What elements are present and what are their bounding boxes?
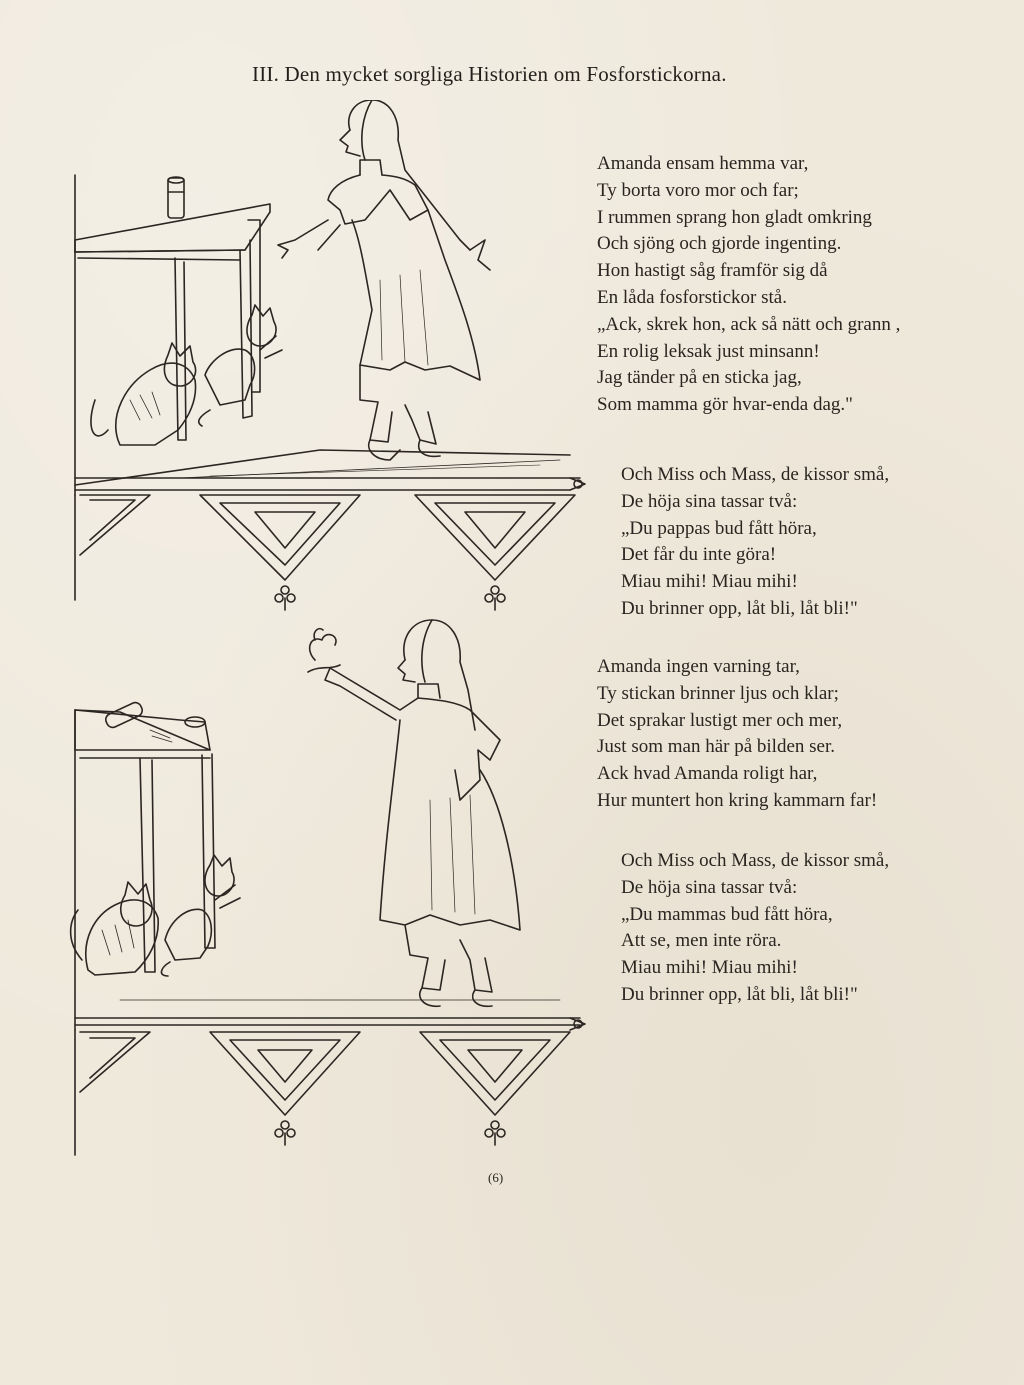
stanza-2: [621, 462, 889, 623]
verse-line: Miau mihi! Miau mihi!: [621, 957, 798, 979]
verse-line: „Ack, skrek hon, ack så nätt och grann ,: [597, 313, 901, 335]
verse-line: Amanda ingen varning tar,: [597, 656, 800, 677]
verse-line: Och Miss och Mass, de kissor små,: [621, 850, 890, 871]
match-flame: [308, 629, 340, 672]
verse-line: Hur muntert hon kring kammarn far!: [597, 789, 878, 811]
verse-line: De höja sina tassar två:: [621, 490, 798, 512]
stanza-3: [597, 654, 877, 815]
verse-line: Ack hvad Amanda roligt har,: [597, 763, 818, 785]
verse-line: Amanda ensam hemma var,: [597, 153, 809, 174]
verse-line: En rolig leksak just minsann!: [597, 340, 820, 362]
verse-line: Att se, men inte röra.: [621, 930, 782, 952]
verse-line: Hon hastigt såg framför sig då: [597, 260, 828, 282]
verse-line: Och Miss och Mass, de kissor små,: [621, 464, 890, 485]
illustration: [60, 100, 600, 1165]
verse-line: En låda fosforstickor stå.: [597, 286, 787, 308]
page-title: III. Den mycket sorgliga Historien om Fosforstickorna.: [252, 62, 727, 86]
verse-line: Du brinner opp, låt bli, låt bli!": [621, 597, 858, 619]
page-number: (6): [488, 1170, 504, 1185]
stanza-4: [621, 848, 889, 1009]
girl-1: [278, 100, 490, 460]
verse-line: Ty borta voro mor och far;: [597, 179, 799, 201]
verse-line: Jag tänder på en sticka jag,: [597, 367, 802, 389]
verse-line: Det får du inte göra!: [621, 544, 777, 566]
verse-line: „Du pappas bud fått höra,: [621, 517, 817, 539]
verse-line: Miau mihi! Miau mihi!: [621, 571, 798, 593]
verse-line: Och sjöng och gjorde ingenting.: [597, 233, 842, 255]
verse-line: Du brinner opp, låt bli, låt bli!": [621, 983, 858, 1005]
bracket-1: [75, 478, 585, 610]
bracket-2: [75, 1018, 585, 1155]
girl-2: [325, 620, 520, 1006]
verse-line: Det sprakar lustigt mer och mer,: [597, 709, 843, 731]
verse-line: Som mamma gör hvar-enda dag.": [597, 394, 853, 416]
panel-1: [75, 100, 585, 610]
verse-line: I rummen sprang hon gladt omkring: [597, 206, 872, 228]
verse-line: Ty stickan brinner ljus och klar;: [597, 682, 839, 704]
verse-line: „Du mammas bud fått höra,: [621, 903, 833, 925]
panel-2: [71, 620, 585, 1155]
table-2: [75, 701, 215, 972]
stanza-1: [597, 151, 900, 419]
verse-line: Just som man här på bilden ser.: [597, 736, 835, 758]
verse-line: De höja sina tassar två:: [621, 876, 798, 898]
